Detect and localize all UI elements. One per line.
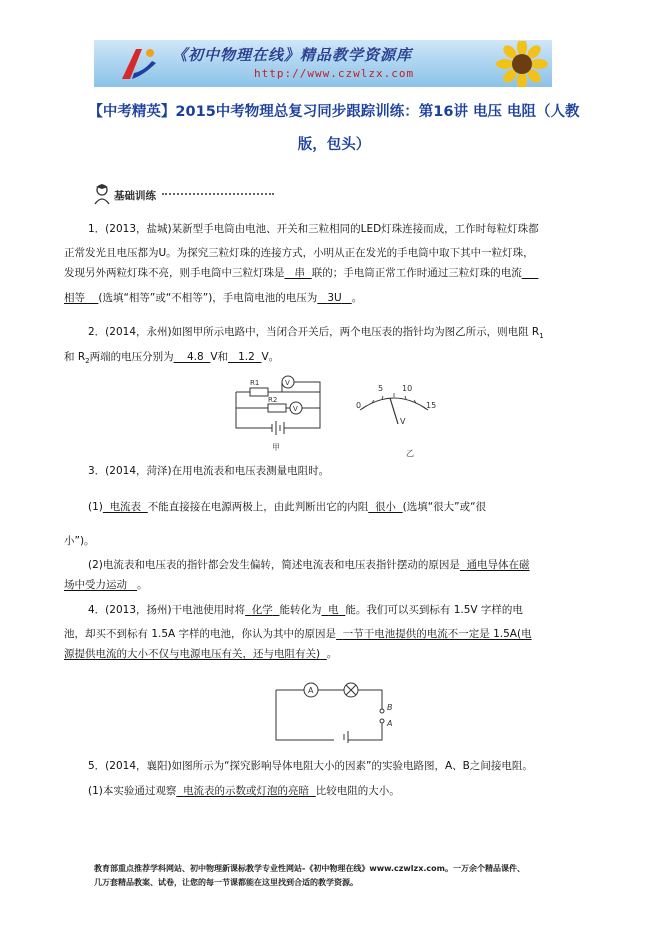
footer-line1: 教育部重点推荐学科网站、初中物理新课标教学专业性网站-《初中物理在线》www.czwlzx.com。一万余个精品课件、 xyxy=(94,864,525,873)
resistor-r2 xyxy=(268,404,286,412)
site-logo-icon xyxy=(116,45,160,83)
label-r1: R1 xyxy=(250,379,260,387)
q1-line1: 1．(2013，盐城)某新型手电筒由电池、开关和三粒相同的LED灯珠连接而成，工作时每粒灯珠都 xyxy=(88,223,539,235)
voltmeter-2-label: V xyxy=(293,405,298,413)
q4-line2: 池，却买不到标有 1.5A 字样的电池，你认为其中的原因是 一节干电池提供的电流不一定是 1.5A(电 xyxy=(64,628,532,640)
banner-url: http://www.czwlzx.com xyxy=(254,67,415,80)
tick-0: 0 xyxy=(356,401,362,410)
sunflower-icon xyxy=(484,41,548,87)
terminal-b: B xyxy=(387,703,393,712)
q3-part2-line2: 场中受力运动 。 xyxy=(64,579,148,591)
q3-answer-2: 很小 xyxy=(374,501,396,513)
document-title: 【中考精英】2015中考物理总复习同步跟踪训练：第16讲 电压 电阻（人教版，包头） xyxy=(88,104,580,153)
tick-10: 10 xyxy=(402,384,413,393)
q3-line1: 3．(2014，菏泽)在用电流表和电压表测量电阻时。 xyxy=(88,465,330,477)
section-divider xyxy=(162,193,274,195)
q5-line1: 5．(2014，襄阳)如图所示为“探究影响导体电阻大小的因素”的实验电路图，A、B之间接电阻。 xyxy=(88,760,533,772)
q5-answer-1: 电流表的示数或灯泡的亮暗 xyxy=(183,785,310,797)
terminal-a: A xyxy=(387,719,393,728)
q1-answer-3: 3U xyxy=(327,292,342,304)
caption-b: 乙 xyxy=(406,449,414,458)
dial-v-label: V xyxy=(400,417,406,426)
site-banner xyxy=(94,40,552,87)
q3-answer-3b: 场中受力运动 xyxy=(64,579,127,591)
figure-b-voltmeter-dial xyxy=(348,376,440,458)
tick-15: 15 xyxy=(426,401,437,410)
student-icon xyxy=(92,183,112,205)
voltmeter-1-label: V xyxy=(285,379,290,387)
needle xyxy=(390,398,398,424)
q3-part2: (2)电流表和电压表的指针都会发生偏转，简述电流表和电压表指针摆动的原因是 通电导体在磁 xyxy=(88,559,530,571)
banner-title: 《初中物理在线》精品教学资源库 xyxy=(172,46,413,64)
q2-line2: 和 $R_2$两端的电压分别为 4.8 V和 1.2 V。 xyxy=(64,351,280,366)
figure-q5-circuit xyxy=(270,676,400,748)
q1-answer-2: 相等 xyxy=(64,292,85,304)
footer-line2: 几万套精品教案、试卷，让您的每一节课都能在这里找到合适的教学资源。 xyxy=(94,878,358,887)
footer xyxy=(94,862,594,890)
resistor-r1 xyxy=(250,388,268,396)
q2-answer-2: 1.2 xyxy=(238,351,255,363)
q5-part1: (1)本实验通过观察 电流表的示数或灯泡的亮暗 比较电阻的大小。 xyxy=(88,785,400,797)
q3-answer-1: 电流表 xyxy=(109,501,142,513)
q4-answer-3a: 一节干电池提供的电流不一定是 1.5A(电 xyxy=(342,628,532,640)
q4-answer-1: 化学 xyxy=(251,604,273,616)
q2-line1: 2．(2014，永州)如图甲所示电路中，当闭合开关后，两个电压表的指针均为图乙所示，则电阻 $R_1$ xyxy=(88,326,544,341)
q1-line4: 相等 (选填“相等”或“不相等”)，手电筒电池的电压为 3U 。 xyxy=(64,292,363,304)
q1-line2: 正常发光且电压都为U。为探究三粒灯珠的连接方式，小明从正在发光的手电筒中取下其中一粒灯珠， xyxy=(64,247,534,259)
q3-answer-3a: 通电导体在磁 xyxy=(466,559,530,571)
tick-5: 5 xyxy=(378,384,384,393)
q1-answer-1: 串 xyxy=(294,267,306,279)
section-label: 基础训练 xyxy=(114,190,156,202)
q4-answer-3b: 源提供电流的大小不仅与电源电压有关，还与电阻有关) xyxy=(64,648,321,660)
ammeter-label: A xyxy=(308,686,314,695)
label-r2: R2 xyxy=(268,396,278,404)
caption-a: 甲 xyxy=(272,443,280,452)
q4-line3: 源提供电流的大小不仅与电源电压有关，还与电阻有关) 。 xyxy=(64,648,338,660)
q3-part1: (1) 电流表 不能直接接在电源两极上，由此判断出它的内阻 很小 (选填“很大”或“很 xyxy=(88,501,487,513)
figure-a-circuit xyxy=(228,372,328,454)
q1-line3: 发现另外两粒灯珠不亮，则手电筒中三粒灯珠是 串 联的；手电筒正常工作时通过三粒灯珠的电流 xyxy=(64,267,522,279)
q4-line1: 4．(2013，扬州)干电池使用时将 化学 能转化为 电 能。我们可以买到标有 1.5V 字样的电 xyxy=(88,604,523,616)
q3-part1-line2: 小”)。 xyxy=(64,535,95,547)
q4-answer-2: 电 xyxy=(328,604,339,616)
q2-answer-1: 4.8 xyxy=(186,351,204,363)
